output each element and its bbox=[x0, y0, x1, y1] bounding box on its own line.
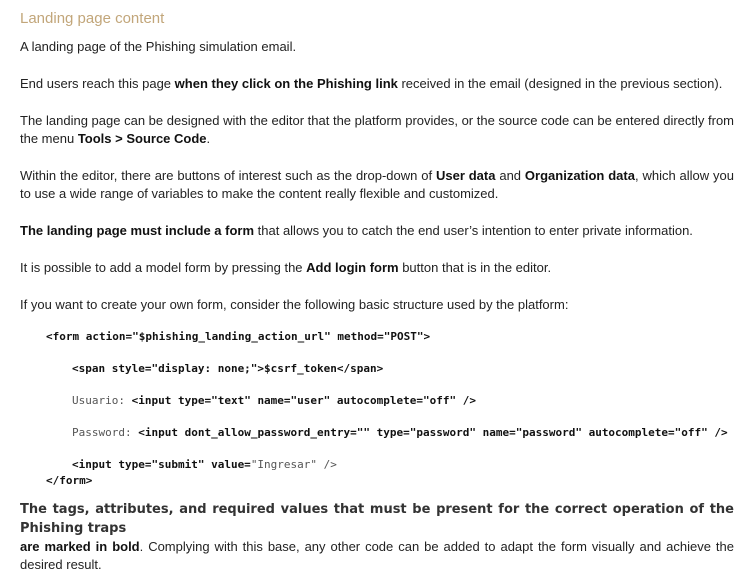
text: It is possible to add a model form by pressing the bbox=[20, 260, 307, 275]
text: The landing page can be designed with the editor that the platform provides, or the source code can be entered directly from the menu bbox=[20, 113, 734, 146]
note-text: . Complying with this base, any other code can be added to adapt the form visually and achieve the desired result. bbox=[20, 539, 734, 572]
add-login-paragraph bbox=[20, 259, 734, 277]
text: received in the email (designed in the previous section). bbox=[397, 76, 723, 91]
text: End users reach this page bbox=[20, 76, 175, 91]
text: that allows you to catch the end user’s intention to enter private information. bbox=[254, 223, 693, 238]
code-text: <input type="text" name="user" autocomplete="off" /> bbox=[131, 394, 476, 407]
menu-path: Tools > Source Code bbox=[77, 131, 207, 146]
form-required-paragraph bbox=[20, 222, 734, 240]
bold-text: when they click on the Phishing link bbox=[174, 76, 398, 91]
code-span bbox=[72, 362, 734, 376]
editor-paragraph bbox=[20, 112, 734, 148]
text: Within the editor, there are buttons of interest such as the drop-down of bbox=[20, 168, 436, 183]
reach-paragraph bbox=[20, 75, 734, 93]
code-text: <form action="$phishing_landing_action_url" method="POST"> bbox=[46, 330, 431, 343]
code-form-close bbox=[46, 474, 734, 488]
text: . bbox=[206, 131, 211, 146]
add-login-form-label: Add login form bbox=[306, 260, 399, 275]
variables-paragraph bbox=[20, 167, 734, 203]
section-title: Landing page content bbox=[20, 10, 165, 27]
bold-text: The landing page must include a form bbox=[20, 223, 255, 238]
structure-paragraph: If you want to create your own form, consider the following basic structure used by the platform: bbox=[20, 297, 569, 312]
code-label: Usuario: bbox=[72, 394, 132, 407]
note-bold-line: The tags, attributes, and required values that must be present for the correct operation of the Phishing traps bbox=[20, 502, 734, 536]
bold-note-paragraph bbox=[20, 500, 734, 574]
organization-data-label: Organization data bbox=[524, 168, 635, 183]
code-user-input bbox=[72, 394, 734, 408]
code-label: Password: bbox=[72, 426, 139, 439]
code-password-input bbox=[72, 426, 734, 440]
code-plain: "Ingresar" /> bbox=[250, 458, 337, 471]
note-bold-cont: are marked in bold bbox=[20, 539, 140, 554]
text: , which allow you to use a wide range of variables to make the content really flexible and customized. bbox=[20, 168, 735, 201]
code-text: <span style="display: none;">$csrf_token</span> bbox=[72, 362, 384, 375]
user-data-label: User data bbox=[435, 168, 496, 183]
text: button that is in the editor. bbox=[398, 260, 552, 275]
intro-paragraph: A landing page of the Phishing simulation email. bbox=[20, 39, 297, 54]
code-text: <input dont_allow_password_entry="" type="password" name="password" autocomplete="off" /> bbox=[138, 426, 728, 439]
code-text: <input type="submit" value= bbox=[72, 458, 251, 471]
code-text: </form> bbox=[46, 474, 93, 487]
code-block bbox=[20, 330, 734, 488]
code-submit-input bbox=[72, 458, 734, 472]
text: and bbox=[495, 168, 525, 183]
code-form-open bbox=[46, 330, 734, 344]
